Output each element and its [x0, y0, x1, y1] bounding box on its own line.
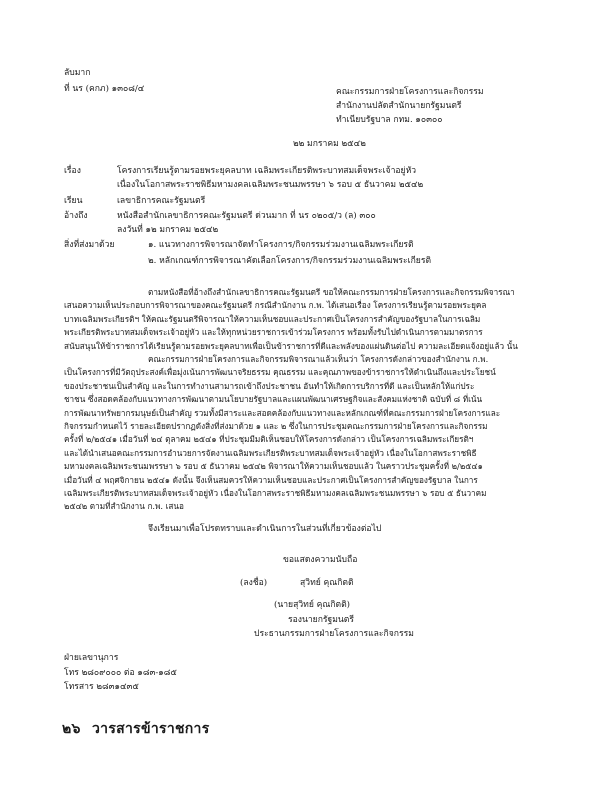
paragraph-line: การพัฒนาทรัพยากรมนุษย์เป็นสำคัญ รวมทั้งมีสาระและสอดคล้องกับแนวทางและหลักเกณฑ์ที่คณะกรรมการฝ่ายโครงการและ: [64, 407, 501, 418]
paragraph-line: ชาชน ซึ่งสอดคล้องกับแนวทางการพัฒนาตามนโยบายรัฐบาลและแผนพัฒนาเศรษฐกิจและสังคมแห่งชาติ ฉบับที่ ๘ ที่เน้น: [64, 394, 483, 405]
paragraph-line: ตามหนังสือที่อ้างถึงสำนักเลขาธิการคณะรัฐมนตรี ขอให้คณะกรรมการฝ่ายโครงการและกิจกรรมพิจารณา: [148, 287, 515, 297]
subject-line-2: เนื่องในโอกาสพระราชพิธีมหามงคลเฉลิมพระชนมพรรษา ๖ รอบ ๕ ธันวาคม ๒๕๔๒: [117, 180, 424, 190]
paragraph-line: บาทเฉลิมพระเกียรติฯ ให้คณะรัฐมนตรีพิจารณาให้ความเห็นชอบและประกาศเป็นโครงการสำคัญของรัฐบาลในการเฉลิม: [64, 313, 481, 324]
org-line-3: ทำเนียบรัฐบาล กทม. ๑๐๓๐๐: [336, 115, 443, 125]
signed-prefix: (ลงชื่อ): [240, 578, 268, 588]
paragraph-line: ครั้งที่ ๒/๒๕๔๑ เมื่อวันที่ ๒๔ ตุลาคม ๒๕๔๑ ที่ประชุมมีมติเห็นชอบให้โครงการดังกล่าว เป็นโครงการเฉลิมพระเกียรติฯ: [64, 434, 474, 445]
printed-name: (นายสุวิทย์ คุณกิตติ): [274, 600, 351, 610]
org-line-2: สำนักงานปลัดสำนักนายกรัฐมนตรี: [336, 101, 462, 111]
reference-line-2: ลงวันที่ ๑๒ มกราคม ๒๕๔๒: [117, 225, 219, 235]
enclosure-item-2: ๒. หลักเกณฑ์การพิจารณาคัดเลือกโครงการ/กิจกรรมร่วมงานเฉลิมพระเกียรติ: [148, 256, 432, 266]
subject-label: เรื่อง: [64, 166, 81, 176]
contact-department: ฝ่ายเลขานุการ: [64, 653, 119, 663]
paragraph-line: และได้นำเสนอคณะกรรมการอำนวยการจัดงานเฉลิมพระเกียรติพระบาทสมเด็จพระเจ้าอยู่หัว เนื่องในโอกาสพระราชพิธี: [64, 447, 477, 458]
closing-line: จึงเรียนมาเพื่อโปรดทราบและดำเนินการในส่วนที่เกี่ยวข้องต่อไป: [148, 524, 382, 534]
reference-line-1: หนังสือสำนักเลขาธิการคณะรัฐมนตรี ด่วนมาก ที่ นร ๐๒๐๕/ว (ล) ๓๐๐: [117, 211, 376, 221]
paragraph-line: สนับสนุนให้ข้าราชการได้เรียนรู้ตามรอยพระยุคลบาทเพื่อเป็นข้าราชการที่ดีและพลังของแผ่นดินต่อไป ความละเอียดแจ้งอยู่แล้ว นั้น: [64, 340, 518, 351]
paragraph-line: ของประชาชนเป็นสำคัญ และในการทำงานสามารถเข้าถึงประชาชน อันทำให้เกิดการบริการที่ดี และเป็นหลักให้แก่ประ: [64, 380, 475, 391]
footer-page-number: ๒๖: [62, 721, 81, 737]
paragraph-line: เสนอความเห็นประกอบการพิจารณาของคณะรัฐมนตรี กรณีสำนักงาน ก.พ. ได้เสนอเรื่อง โครงการเรียนรู้ตามรอยพระยุคล: [64, 300, 487, 311]
enclosure-item-1: ๑. แนวทางการพิจารณาจัดทำโครงการ/กิจกรรมร่วมงานเฉลิมพระเกียรติ: [148, 240, 414, 250]
regards-line: ขอแสดงความนับถือ: [283, 555, 358, 565]
body-paragraph-2: [64, 353, 554, 514]
contact-fax: โทรสาร ๒๘๓๑๔๓๕: [64, 682, 139, 692]
body-paragraph-1: [64, 286, 554, 353]
reference-label: อ้างถึง: [64, 211, 88, 221]
paragraph-line: พระเกียรติพระบาทสมเด็จพระเจ้าอยู่หัว และให้ทุกหน่วยราชการเข้าร่วมโครงการ พร้อมทั้งรับไปดำเนินการตามมาตรการ: [64, 327, 483, 338]
paragraph-line: เฉลิมพระเกียรติพระบาทสมเด็จพระเจ้าอยู่หัว เนื่องในโอกาสพระราชพิธีมหามงคลเฉลิมพระชนมพรรษา ๖ รอบ ๕ ธันวาคม: [64, 488, 487, 499]
signed-name: สุวิทย์ คุณกิตติ: [300, 578, 354, 588]
paragraph-line: คณะกรรมการฝ่ายโครงการและกิจกรรมพิจารณาแล้วเห็นว่า โครงการดังกล่าวของสำนักงาน ก.พ.: [148, 354, 489, 364]
subject-line-1: โครงการเรียนรู้ตามรอยพระยุคลบาท เฉลิมพระเกียรติพระบาทสมเด็จพระเจ้าอยู่หัว: [117, 166, 417, 176]
position-title-1: รองนายกรัฐมนตรี: [288, 615, 355, 625]
paragraph-line: กิจกรรมกำหนดไว้ รายละเอียดปรากฏดังสิ่งที่ส่งมาด้วย ๑ และ ๒ ซึ่งในการประชุมคณะกรรมการฝ่ายโครงการและกิจกรรม: [64, 421, 488, 432]
org-line-1: คณะกรรมการฝ่ายโครงการและกิจกรรม: [336, 87, 484, 97]
secret-mark: ลับมาก: [64, 68, 91, 78]
paragraph-line: มหามงคลเฉลิมพระชนมพรรษา ๖ รอบ ๕ ธันวาคม ๒๕๔๒ พิจารณาให้ความเห็นชอบแล้ว ในคราวประชุมครั้งที่ ๒/๒๕๔๑: [64, 461, 483, 472]
enclosure-label: สิ่งที่ส่งมาด้วย: [64, 240, 115, 250]
footer-journal-name: วารสารข้าราชการ: [92, 721, 210, 737]
position-title-2: ประธานกรรมการฝ่ายโครงการและกิจกรรม: [254, 629, 414, 639]
to-label: เรียน: [64, 196, 83, 206]
reference-number: ที่ นร (คกภ) ๑๓๐๘/๔: [64, 84, 145, 94]
to-recipient: เลขาธิการคณะรัฐมนตรี: [117, 196, 206, 206]
document-date: ๒๒ มกราคม ๒๕๔๒: [293, 139, 366, 149]
paragraph-line: เป็นโครงการที่มีวัตถุประสงค์เพื่อมุ่งเน้นการพัฒนาจริยธรรม คุณธรรม และคุณภาพของข้าราชการให้ดำเนินถึงและประโยชน์: [64, 367, 496, 378]
contact-telephone: โทร ๒๘๐๙๐๐๐ ต่อ ๑๘๓-๑๘๕: [64, 668, 177, 678]
paragraph-line: ๒๕๔๒ ตามที่สำนักงาน ก.พ. เสนอ: [64, 501, 184, 512]
paragraph-line: เมื่อวันที่ ๔ พฤศจิกายน ๒๕๔๑ ดังนั้น จึงเห็นสมควรให้ความเห็นชอบและประกาศเป็นโครงการสำคัญของรัฐบาล ในการ: [64, 474, 478, 485]
